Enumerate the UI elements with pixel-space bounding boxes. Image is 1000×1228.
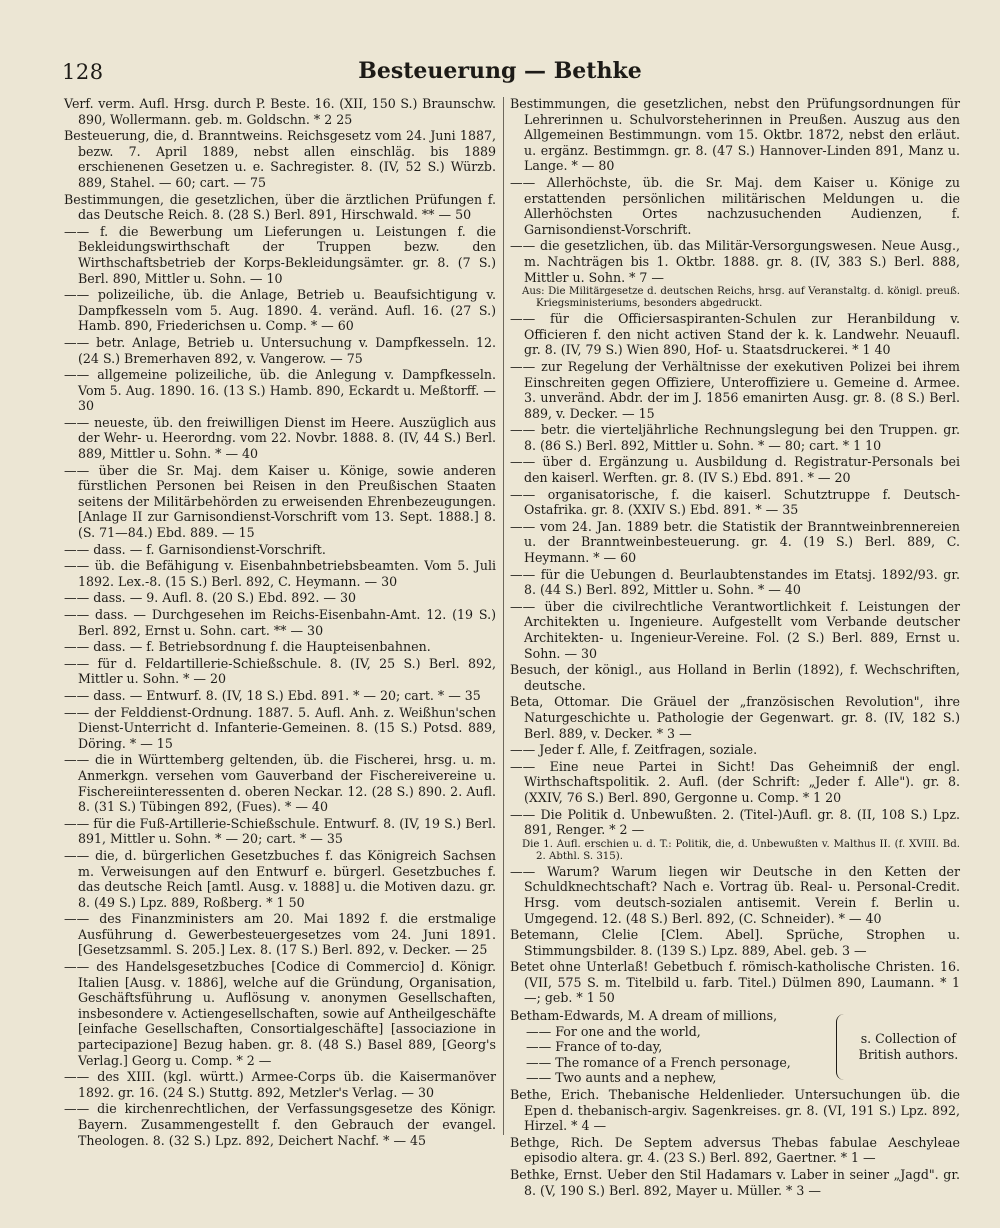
brace: [836, 1014, 851, 1080]
bracket-group: [510, 1008, 960, 1086]
bibliography-entry: —— die kirchenrechtlichen, der Verfassungsgesetze des Königr. Bayern. Zusammengestellt f. den Gebrauch der evangel. Theologen. 8. (32 S.) Lpz. 892, Deichert Nachf. * — 45: [64, 1101, 496, 1148]
left-column: [64, 96, 496, 1149]
bibliography-entry: —— über die civilrechtliche Verantwortlichkeit f. Leistungen der Architekten u. Ingenieure. Aufgestellt vom Verbande deutscher Architekten- u. Ingenieur-Vereine. Fol. (2 S.) Berl. 889, Ernst u. Sohn. — 30: [510, 598, 960, 661]
bracket-note: s. Collection of British authors.: [858, 1031, 959, 1063]
bibliography-entry: —— für die Uebungen d. Beurlaubtenstandes im Etatsj. 1892/93. gr. 8. (44 S.) Berl. 892, Mittler u. Sohn. * — 40: [510, 566, 960, 598]
bibliography-entry: —— dass. — Entwurf. 8. (IV, 18 S.) Ebd. 891. * — 20; cart. * — 35: [64, 687, 481, 703]
bibliography-entry: —— f. die Bewerbung um Lieferungen u. Leistungen f. die Bekleidungswirthschaft der Truppen bezw. den Wirthschaftsbetrieb der Korps-Bekleidungsämter. gr. 8. (7 S.) Berl. 890, Mittler u. Sohn. — 10: [64, 223, 496, 286]
bibliography-entry: —— vom 24. Jan. 1889 betr. die Statistik der Branntweinbrennereien u. der Branntweinbesteuerung. gr. 4. (19 S.) Berl. 889, C. Heymann. * — 60: [510, 518, 960, 566]
bracket-line: —— The romance of a French personage,: [526, 1054, 791, 1070]
bibliography-entry: —— allgemeine polizeiliche, üb. die Anlegung v. Dampfkesseln. Vom 5. Aug. 1890. 16. (13 S.) Hamb. 890, Eckardt u. Meßtorff. — 30: [64, 367, 496, 414]
bibliography-entry: —— betr. Anlage, Betrieb u. Untersuchung v. Dampfkesseln. 12. (24 S.) Bremerhaven 892, v. Vangerow. — 75: [64, 334, 496, 366]
bibliography-entry: —— dass. — Durchgesehen im Reichs-Eisenbahn-Amt. 12. (19 S.) Berl. 892, Ernst u. Sohn. cart. ** — 30: [64, 607, 496, 638]
bibliography-entry: —— für d. Feldartillerie-Schießschule. 8. (IV, 25 S.) Berl. 892, Mittler u. Sohn. * — 20: [64, 655, 496, 687]
bibliography-entry: —— des Handelsgesetzbuches [Codice di Commercio] d. Königr. Italien [Ausg. v. 1886], welche auf die Gründung, Organisation, Geschäftsführung u. Auflösung v. anonymen Gesellschaften, insbesondere v. Actiengesellschaften, sowie auf Antheilgeschäfte [einfache Gesellschaften, Consortialgeschäfte] [associazione in partecipazione] Bezug haben. gr. 8. (48 S.) Basel 889, [Georg's Verlag.] Georg u. Comp. * 2 —: [64, 959, 496, 1068]
bibliography-entry: Besuch, der königl., aus Holland in Berlin (1892), f. Wechschriften, deutsche.: [510, 662, 960, 693]
bibliography-entry: —— dass. — f. Garnisondienst-Vorschrift.: [64, 541, 326, 557]
bibliography-entry: —— für die Officiersaspiranten-Schulen zur Heranbildung v. Officieren f. den nicht activen Stand der k. k. Landwehr. Neuaufl. gr. 8. (IV, 79 S.) Wien 890, Hof- u. Staatsdruckerei. * 1 40: [510, 311, 960, 358]
bibliography-entry: Bestimmungen, die gesetzlichen, über die ärztlichen Prüfungen f. das Deutsche Reich. 8. (28 S.) Berl. 891, Hirschwald. ** — 50: [64, 191, 496, 223]
bibliography-entry: —— für die Fuß-Artillerie-Schießschule. Entwurf. 8. (IV, 19 S.) Berl. 891, Mittler u. Sohn. * — 20; cart. * — 35: [64, 815, 496, 847]
bibliography-entry: —— Warum? Warum liegen wir Deutsche in den Ketten der Schuldknechtschaft? Nach e. Vortrag üb. Real- u. Personal-Credit. Hrsg. vom deutsch-sozialen antisemit. Verein f. Berlin u. Umgegend. 12. (48 S.) Berl. 892, (C. Schneider). * — 40: [510, 863, 960, 926]
bibliography-entry: Bethge, Rich. De Septem adversus Thebas fabulae Aeschyleae episodio altera. gr. 4. (23 S.) Berl. 892, Gaertner. * 1 —: [510, 1134, 960, 1166]
bracket-line: —— Two aunts and a nephew,: [526, 1070, 717, 1086]
bibliography-entry: Betet ohne Unterlaß! Gebetbuch f. römisch-katholische Christen. 16. (VII, 575 S. m. Titelbild u. farb. Titel.) Dülmen 890, Laumann. * 1 —; geb. * 1 50: [510, 959, 960, 1006]
bracket-line: Betham-Edwards, M. A dream of millions,: [510, 1008, 778, 1024]
bibliography-entry: —— Eine neue Partei in Sicht! Das Geheimniß der engl. Wirthschaftspolitik. 2. Aufl. (der Schrift: „Jeder f. Alle"). gr. 8. (XXIV, 76 S.) Berl. 890, Gergonne u. Comp. * 1 20: [510, 758, 960, 805]
bibliography-entry: Bethe, Erich. Thebanische Heldenlieder. Untersuchungen üb. die Epen d. thebanisch-argiv. Sagenkreises. gr. 8. (VI, 191 S.) Lpz. 892, Hirzel. * 4 —: [510, 1087, 960, 1134]
running-head: Besteuerung — Bethke: [358, 58, 642, 84]
bibliography-entry: —— organisatorische, f. die kaiserl. Schutztruppe f. Deutsch-Ostafrika. gr. 8. (XXIV S.) Ebd. 891. * — 35: [510, 486, 960, 518]
right-column: [510, 96, 960, 1199]
bibliography-entry: —— die gesetzlichen, üb. das Militär-Versorgungswesen. Neue Ausg., m. Nachträgen bis 1. Oktbr. 1888. gr. 8. (IV, 383 S.) Berl. 888, Mittler u. Sohn. * 7 —: [510, 238, 960, 285]
bibliography-entry: Verf. verm. Aufl. Hrsg. durch P. Beste. 16. (XII, 150 S.) Braunschw. 890, Wollermann. geb. m. Goldschn. * 2 25: [64, 96, 496, 127]
bibliography-entry: Besteuerung, die, d. Branntweins. Reichsgesetz vom 24. Juni 1887, bezw. 7. April 1889, nebst allen einschläg. bis 1889 erschienenen Gesetzen u. e. Sachregister. 8. (IV, 52 S.) Würzb. 889, Stahel. — 60; cart. — 75: [64, 128, 496, 190]
bibliography-entry: —— dass. — f. Betriebsordnung f. die Haupteisenbahnen.: [64, 639, 431, 655]
bibliography-entry: —— die, d. bürgerlichen Gesetzbuches f. das Königreich Sachsen m. Verweisungen auf den Entwurf e. bürgerl. Gesetzbuches f. das deutsche Reich [amtl. Ausg. v. 1888] u. die Motiven dazu. gr. 8. (49 S.) Lpz. 889, Roßberg. * 1 50: [64, 847, 496, 910]
small-note: Aus: Die Militärgesetze d. deutschen Reichs, hrsg. auf Veranstaltg. d. königl. preuß. Kriegsministeriums, besonders abgedruckt.: [522, 286, 960, 310]
bibliography-entry: Beta, Ottomar. Die Gräuel der „französischen Revolution", ihre Naturgeschichte u. Pathologie der Gegenwart. gr. 8. (IV, 182 S.) Berl. 889, v. Decker. * 3 —: [510, 694, 960, 741]
bracket-lines: [510, 1008, 830, 1086]
bibliography-entry: —— des Finanzministers am 20. Mai 1892 f. die erstmalige Ausführung d. Gewerbesteuergesetzes vom 24. Juni 1891. [Gesetzsamml. S. 205.] Lex. 8. (17 S.) Berl. 892, v. Decker. — 25: [64, 911, 496, 958]
bibliography-entry: —— zur Regelung der Verhältnisse der exekutiven Polizei bei ihrem Einschreiten gegen Offiziere, Unteroffiziere u. Gemeine d. Armee. 3. unveränd. Abdr. der im J. 1856 emanirten Ausg. gr. 8. (8 S.) Berl. 889, v. Decker. — 15: [510, 358, 960, 421]
bibliography-entry: —— über die Sr. Maj. dem Kaiser u. Könige, sowie anderen fürstlichen Personen bei Reisen in den Preußischen Staaten seitens der Militärbehörden zu erweisenden Ehrenbezeugungen. [Anlage II zur Garnisondienst-Vorschrift vom 13. Sept. 1888.] 8. (S. 71—84.) Ebd. 889. — 15: [64, 462, 496, 541]
bibliography-entry: —— der Felddienst-Ordnung. 1887. 5. Aufl. Anh. z. Weißhun'schen Dienst-Unterricht d. Infanterie-Gemeinen. 8. (15 S.) Potsd. 889, Döring. * — 15: [64, 704, 496, 751]
bibliography-entry: —— neueste, üb. den freiwilligen Dienst im Heere. Auszüglich aus der Wehr- u. Heerordng. vom 22. Novbr. 1888. 8. (IV, 44 S.) Berl. 889, Mittler u. Sohn. * — 40: [64, 414, 496, 462]
bibliography-entry: Betemann, Clelie [Clem. Abel]. Sprüche, Strophen u. Stimmungsbilder. 8. (139 S.) Lpz. 889, Abel. geb. 3 —: [510, 927, 960, 958]
bibliography-entry: —— die in Württemberg geltenden, üb. die Fischerei, hrsg. u. m. Anmerkgn. versehen vom Gauverband der Fischereivereine u. Fischereiinteressenten d. oberen Neckar. 12. (28 S.) 890. 2. Aufl. 8. (31 S.) Tübingen 892, (Fues). * — 40: [64, 752, 496, 815]
bibliography-entry: —— betr. die vierteljährliche Rechnungslegung bei den Truppen. gr. 8. (86 S.) Berl. 892, Mittler u. Sohn. * — 80; cart. * 1 10: [510, 422, 960, 453]
bracket-line: —— For one and the world,: [526, 1023, 701, 1039]
bibliography-entry: —— dass. — 9. Aufl. 8. (20 S.) Ebd. 892. — 30: [64, 590, 356, 606]
small-note: Die 1. Aufl. erschien u. d. T.: Politik, die, d. Unbewußten v. Malthus II. (f. XVIII. Bd. 2. Abthl. S. 315).: [522, 838, 960, 862]
bibliography-entry: —— Jeder f. Alle, f. Zeitfragen, soziale.: [510, 742, 758, 758]
bibliography-entry: —— über d. Ergänzung u. Ausbildung d. Registratur-Personals bei den kaiserl. Werften. gr. 8. (IV S.) Ebd. 891. * — 20: [510, 454, 960, 486]
bibliography-entry: Bestimmungen, die gesetzlichen, nebst den Prüfungsordnungen für Lehrerinnen u. Schulvorsteherinnen in Preußen. Auszug aus den Allgemeinen Bestimmungn. vom 15. Oktbr. 1872, nebst den erläut. u. ergänz. Bestimmgn. gr. 8. (47 S.) Hannover-Linden 891, Manz u. Lange. * — 80: [510, 96, 960, 174]
bibliography-entry: —— polizeiliche, üb. die Anlage, Betrieb u. Beaufsichtigung v. Dampfkesseln vom 5. Aug. 1890. 4. veränd. Aufl. 16. (27 S.) Hamb. 890, Friederichsen u. Comp. * — 60: [64, 287, 496, 334]
bibliography-entry: Bethke, Ernst. Ueber den Stil Hadamars v. Laber in seiner „Jagd". gr. 8. (V, 190 S.) Berl. 892, Mayer u. Müller. * 3 —: [510, 1167, 960, 1198]
column-divider: [503, 97, 504, 1135]
bibliography-entry: —— üb. die Befähigung v. Eisenbahnbetriebsbeamten. Vom 5. Juli 1892. Lex.-8. (15 S.) Berl. 892, C. Heymann. — 30: [64, 558, 496, 589]
bracket-line: —— France of to-day,: [526, 1039, 663, 1055]
page-number: 128: [62, 60, 104, 84]
bibliography-entry: —— Allerhöchste, üb. die Sr. Maj. dem Kaiser u. Könige zu erstattenden persönlichen militärischen Meldungen u. die Allerhöchsten Ortes nachzusuchenden Audienzen, f. Garnisondienst-Vorschrift.: [510, 174, 960, 237]
bibliography-entry: —— Die Politik d. Unbewußten. 2. (Titel-)Aufl. gr. 8. (II, 108 S.) Lpz. 891, Renger. * 2 —: [510, 806, 960, 838]
bibliography-entry: —— des XIII. (kgl. württ.) Armee-Corps üb. die Kaisermanöver 1892. gr. 16. (24 S.) Stuttg. 892, Metzler's Verlag. — 30: [64, 1069, 496, 1100]
